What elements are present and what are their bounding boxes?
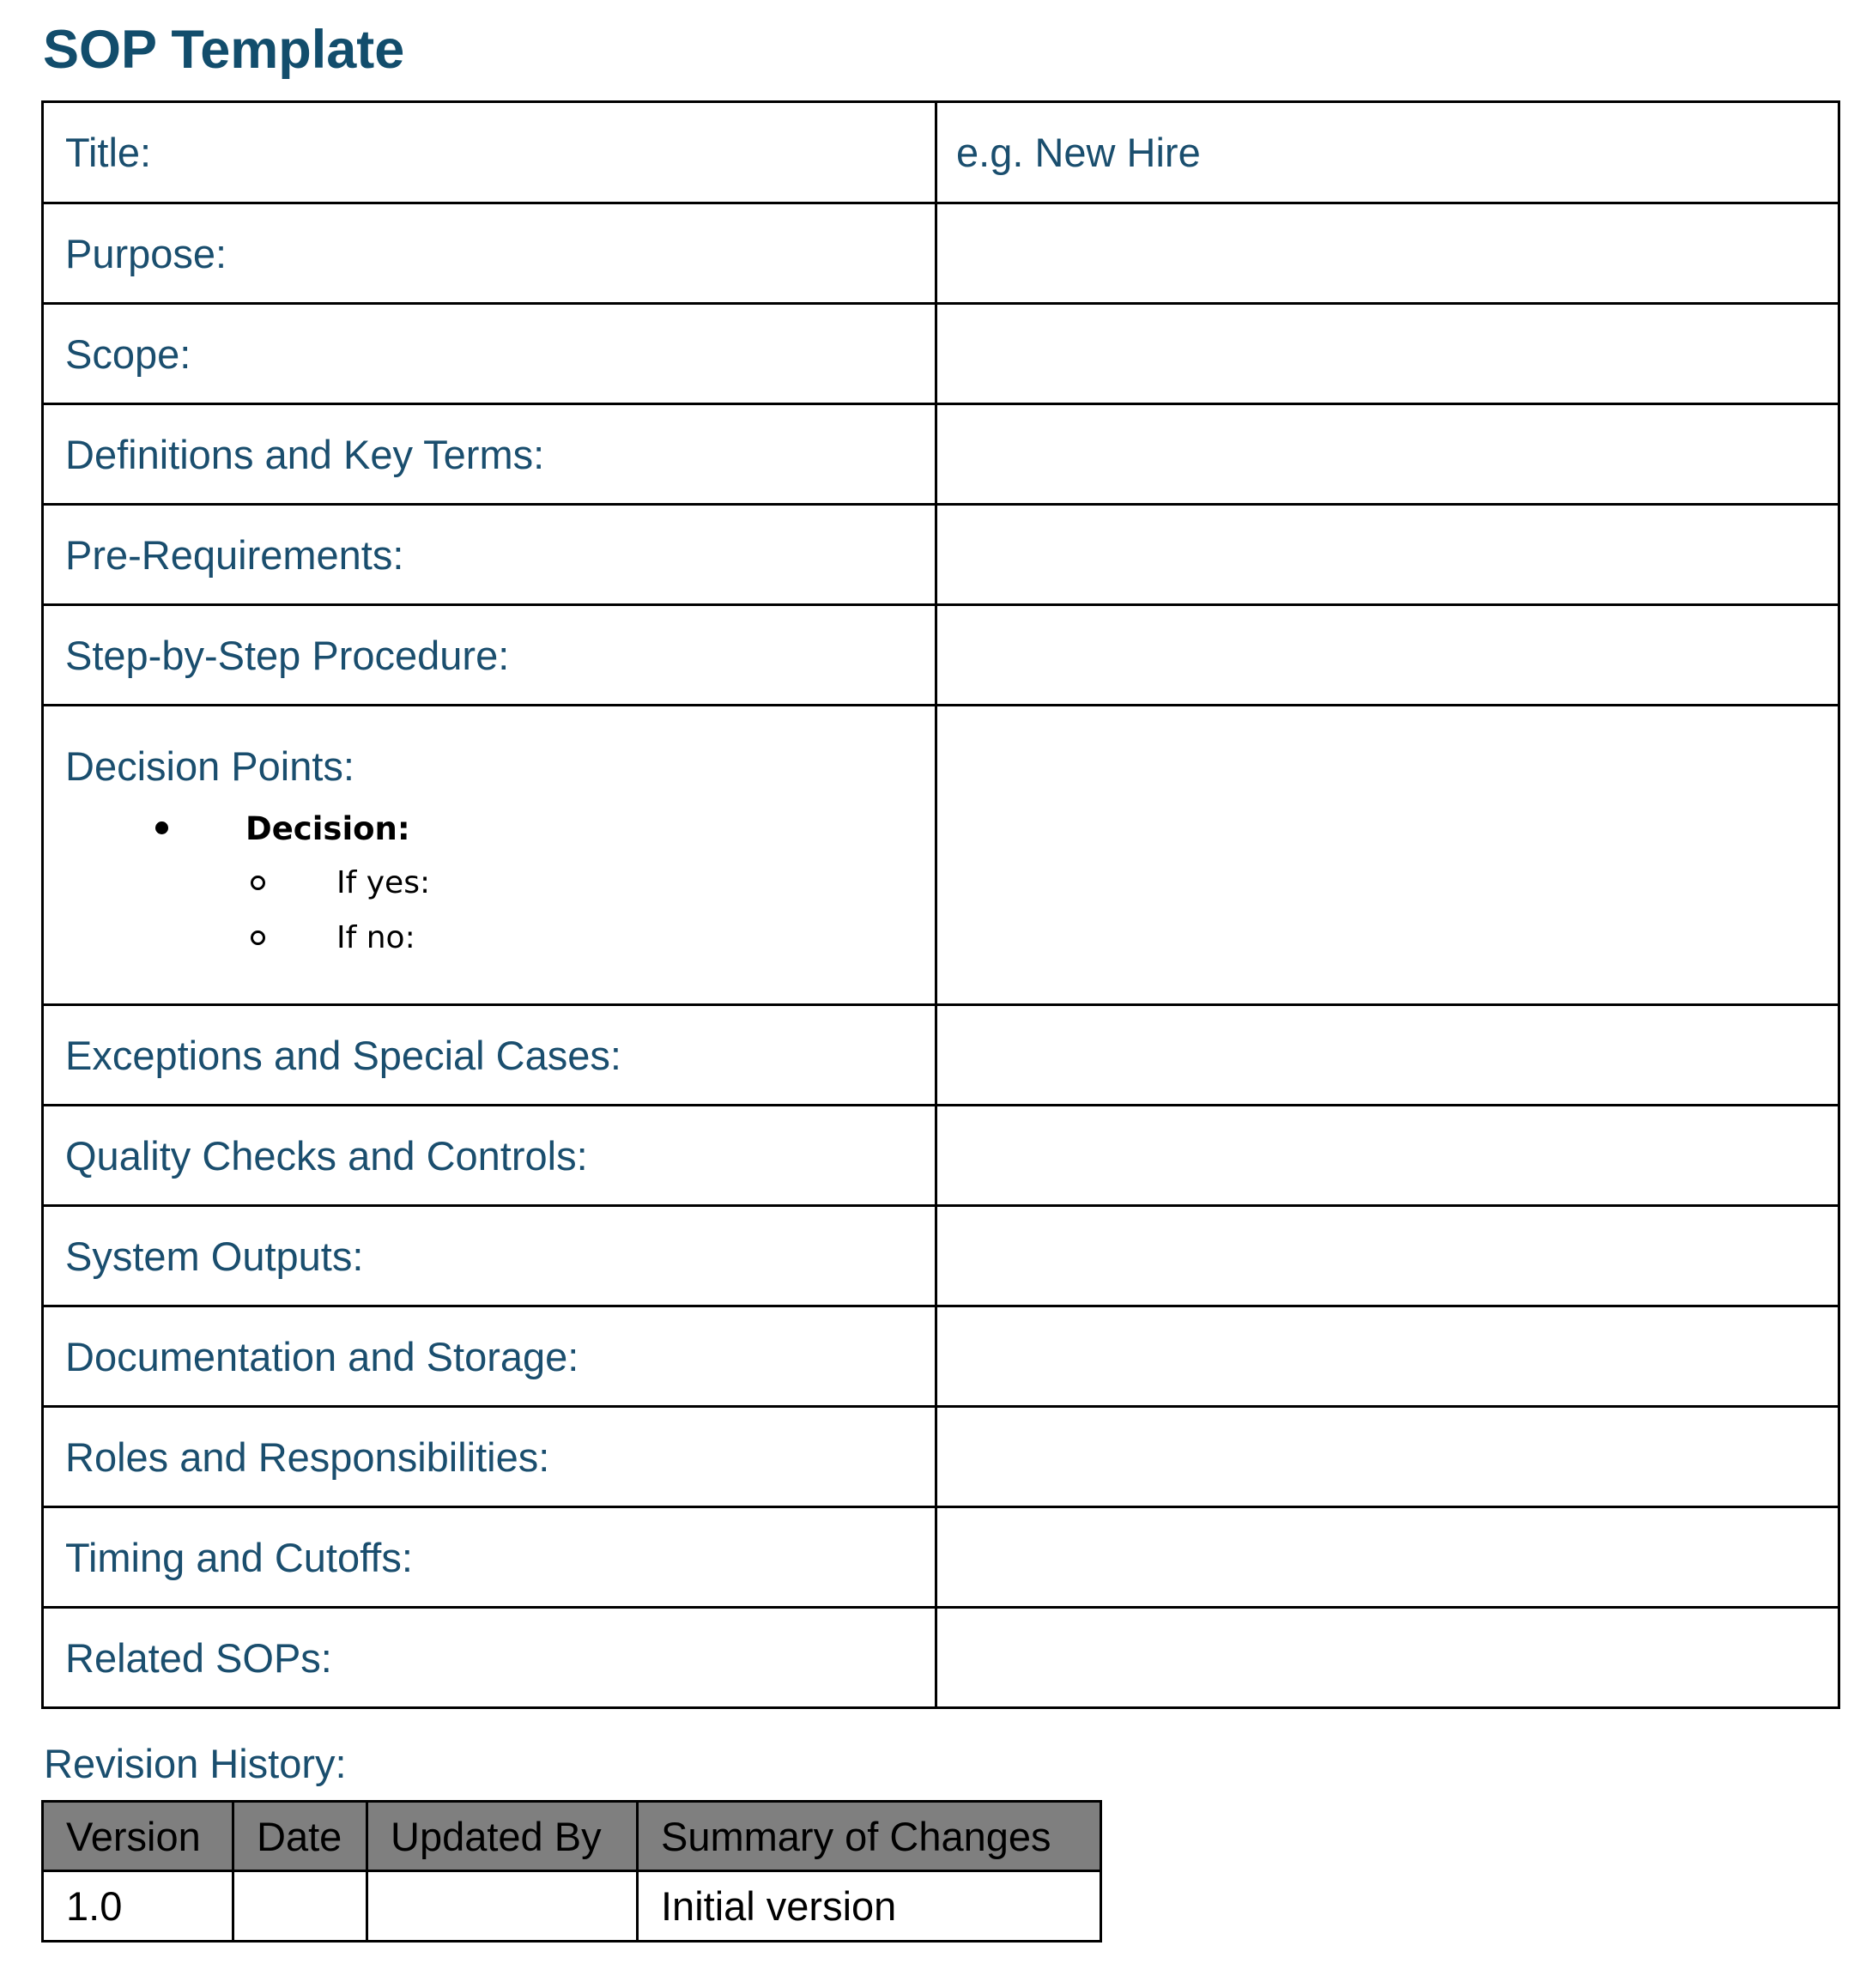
row-label-roles: Roles and Responsibilities: — [43, 1407, 936, 1507]
table-row — [43, 102, 1839, 203]
row-value-decision-points[interactable] — [936, 706, 1839, 1005]
decision-points-label: Decision Points: — [65, 743, 354, 789]
table-row — [43, 1206, 1839, 1306]
sop-table — [41, 100, 1840, 1709]
column-header-date: Date — [233, 1802, 367, 1871]
table-row — [43, 1306, 1839, 1407]
row-label-purpose: Purpose: — [43, 203, 936, 304]
revision-history-heading: Revision History: — [44, 1741, 347, 1786]
row-label-decision-points — [43, 706, 936, 1005]
row-label-title: Title: — [43, 102, 936, 203]
table-row — [43, 1871, 1101, 1942]
row-value-purpose[interactable] — [936, 203, 1839, 304]
if-yes-label: If yes: — [336, 865, 431, 900]
column-header-summary: Summary of Changes — [638, 1802, 1101, 1871]
row-value-pre-requirements[interactable] — [936, 505, 1839, 605]
row-value-documentation[interactable] — [936, 1306, 1839, 1407]
row-value-title[interactable]: e.g. New Hire — [936, 102, 1839, 203]
row-label-exceptions: Exceptions and Special Cases: — [43, 1005, 936, 1106]
table-row — [43, 605, 1839, 706]
revision-header-row — [43, 1802, 1101, 1871]
row-label-pre-requirements: Pre-Requirements: — [43, 505, 936, 605]
column-header-updated-by: Updated By — [367, 1802, 638, 1871]
decision-list — [65, 803, 935, 966]
row-value-timing[interactable] — [936, 1507, 1839, 1608]
hollow-bullet-icon — [251, 930, 265, 945]
row-value-system-outputs[interactable] — [936, 1206, 1839, 1306]
decision-sub-list — [245, 856, 935, 966]
row-label-related-sops: Related SOPs: — [43, 1608, 936, 1708]
row-label-procedure: Step-by-Step Procedure: — [43, 605, 936, 706]
cell-summary[interactable]: Initial version — [638, 1871, 1101, 1942]
table-row — [43, 1608, 1839, 1708]
row-label-definitions: Definitions and Key Terms: — [43, 404, 936, 505]
table-row — [43, 1507, 1839, 1608]
table-row — [43, 1106, 1839, 1206]
if-no-label: If no: — [336, 920, 415, 955]
row-value-definitions[interactable] — [936, 404, 1839, 505]
table-row — [43, 404, 1839, 505]
revision-history-table — [41, 1800, 1102, 1943]
row-label-quality-checks: Quality Checks and Controls: — [43, 1106, 936, 1206]
decision-item — [65, 803, 935, 966]
cell-date[interactable] — [233, 1871, 367, 1942]
column-header-version: Version — [43, 1802, 233, 1871]
cell-version[interactable]: 1.0 — [43, 1871, 233, 1942]
bullet-icon — [155, 821, 168, 834]
table-row — [43, 706, 1839, 1005]
row-label-scope: Scope: — [43, 304, 936, 404]
row-value-scope[interactable] — [936, 304, 1839, 404]
row-value-procedure[interactable] — [936, 605, 1839, 706]
decision-if-yes — [201, 856, 935, 911]
row-label-timing: Timing and Cutoffs: — [43, 1507, 936, 1608]
table-row — [43, 505, 1839, 605]
hollow-bullet-icon — [251, 876, 265, 890]
decision-if-no — [201, 911, 935, 966]
row-label-documentation: Documentation and Storage: — [43, 1306, 936, 1407]
page-title: SOP Template — [43, 20, 405, 80]
row-label-system-outputs: System Outputs: — [43, 1206, 936, 1306]
row-value-exceptions[interactable] — [936, 1005, 1839, 1106]
decision-label: Decision: — [245, 810, 410, 847]
table-row — [43, 1407, 1839, 1507]
table-row — [43, 304, 1839, 404]
table-row — [43, 203, 1839, 304]
row-value-related-sops[interactable] — [936, 1608, 1839, 1708]
table-row — [43, 1005, 1839, 1106]
row-value-quality-checks[interactable] — [936, 1106, 1839, 1206]
row-value-roles[interactable] — [936, 1407, 1839, 1507]
cell-updated-by[interactable] — [367, 1871, 638, 1942]
